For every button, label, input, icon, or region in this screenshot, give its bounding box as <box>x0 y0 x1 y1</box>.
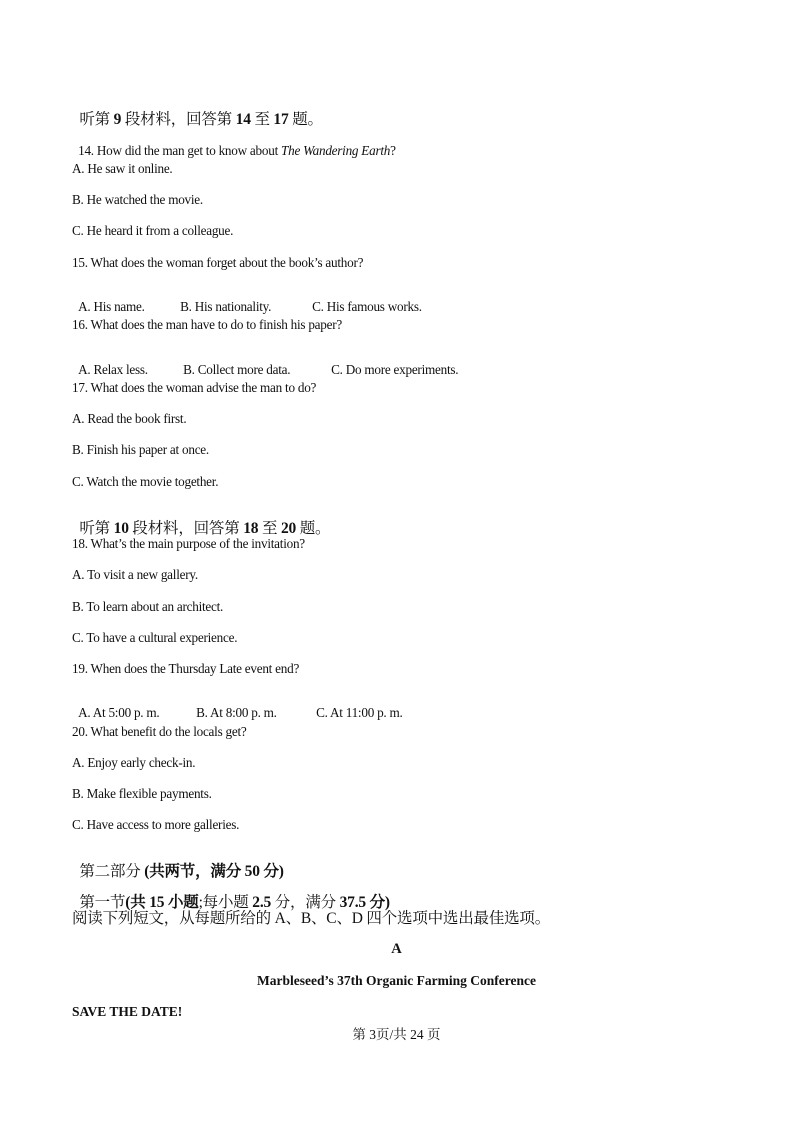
question-16-stem: 16. What does the man have to do to finish his paper? <box>72 317 342 332</box>
section-label: 第一节 <box>79 893 126 911</box>
reading-instruction: 阅读下列短文，从每题所给的 A、B、C、D 四个选项中选出最佳选项。 <box>72 910 551 927</box>
section-label: ;每小题 <box>198 893 253 911</box>
section-count: (共 15 小题 <box>125 893 199 911</box>
question-18-option-b: B. To learn about an architect. <box>72 599 224 614</box>
part-2-label: 第二部分 <box>79 862 145 880</box>
part-2-score: (共两节，满分 50 分) <box>144 862 284 880</box>
section-10-heading <box>72 505 330 536</box>
question-15-option-b: B. His nationality. <box>180 299 272 315</box>
heading-number: 18 <box>243 519 259 537</box>
question-19-options <box>72 693 403 719</box>
heading-number: 10 <box>113 519 129 537</box>
question-17-stem: 17. What does the woman advise the man to do? <box>72 380 317 395</box>
heading-number: 9 <box>113 110 122 128</box>
heading-text: 题。 <box>296 519 331 537</box>
heading-text: 段材料，回答第 <box>121 110 236 128</box>
book-title: The Wandering Earth <box>281 143 391 159</box>
question-20-option-a: A. Enjoy early check-in. <box>72 755 196 770</box>
section-total: 37.5 分) <box>339 893 390 911</box>
question-16-option-a: A. Relax less. <box>78 362 148 378</box>
question-17-option-c: C. Watch the movie together. <box>72 474 219 489</box>
stem-text: ? <box>390 143 396 159</box>
question-19-option-a: A. At 5:00 p. m. <box>78 705 160 721</box>
question-15-option-c: C. His famous works. <box>312 299 422 315</box>
section-points: 2.5 <box>252 893 272 911</box>
passage-letter: A <box>391 941 402 957</box>
section-label: 分，满分 <box>271 893 340 911</box>
question-14-option-c: C. He heard it from a colleague. <box>72 223 234 238</box>
question-14-option-b: B. He watched the movie. <box>72 192 203 207</box>
question-19-option-b: B. At 8:00 p. m. <box>196 705 277 721</box>
heading-text: 听第 <box>79 110 114 128</box>
heading-number: 20 <box>280 519 297 537</box>
heading-text: 题。 <box>288 110 323 128</box>
stem-text: 14. How did the man get to know about <box>78 143 282 159</box>
question-18-stem: 18. What’s the main purpose of the invitation? <box>72 536 305 551</box>
question-18-option-c: C. To have a cultural experience. <box>72 630 238 645</box>
question-19-stem: 19. When does the Thursday Late event end? <box>72 661 300 676</box>
question-16-option-b: B. Collect more data. <box>183 362 291 378</box>
part-2-title <box>72 848 284 879</box>
heading-text: 至 <box>258 519 281 537</box>
passage-title: Marbleseed’s 37th Organic Farming Conference <box>257 973 536 988</box>
page-footer: 第 3页/共 24 页 <box>352 1027 441 1042</box>
question-19-option-c: C. At 11:00 p. m. <box>316 705 403 721</box>
heading-number: 14 <box>235 110 251 128</box>
question-15-options <box>72 287 422 313</box>
heading-text: 至 <box>250 110 274 128</box>
part-2-section-1-title <box>72 879 390 910</box>
heading-text: 听第 <box>79 519 114 537</box>
question-14-stem <box>72 131 396 157</box>
section-9-heading <box>72 96 323 127</box>
question-15-option-a: A. His name. <box>78 299 145 315</box>
question-14-option-a: A. He saw it online. <box>72 161 173 176</box>
question-16-option-c: C. Do more experiments. <box>331 362 459 378</box>
heading-text: 段材料，回答第 <box>128 519 244 537</box>
question-20-option-b: B. Make flexible payments. <box>72 786 212 801</box>
question-20-stem: 20. What benefit do the locals get? <box>72 724 247 739</box>
save-the-date: SAVE THE DATE! <box>72 1004 183 1019</box>
question-15-stem: 15. What does the woman forget about the book’s author? <box>72 255 364 270</box>
heading-number: 17 <box>273 110 289 128</box>
question-20-option-c: C. Have access to more galleries. <box>72 817 240 832</box>
question-17-option-a: A. Read the book first. <box>72 411 187 426</box>
question-18-option-a: A. To visit a new gallery. <box>72 567 198 582</box>
question-16-options <box>72 350 458 376</box>
question-17-option-b: B. Finish his paper at once. <box>72 442 209 457</box>
